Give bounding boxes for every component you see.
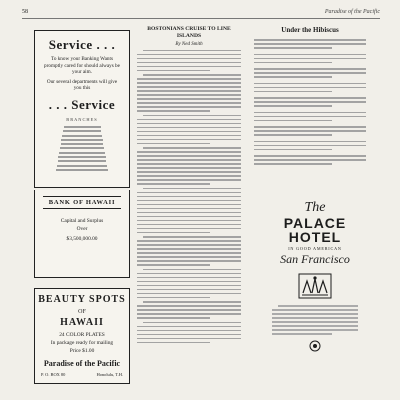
text-line (137, 106, 241, 108)
text-line (137, 82, 241, 84)
beauty-price: Price $1.00 (69, 348, 95, 354)
text-line (137, 131, 241, 133)
hotel-seal-icon (309, 340, 321, 352)
text-line (137, 338, 241, 340)
branch-line (61, 139, 102, 141)
text-line (137, 305, 241, 307)
text-line (254, 130, 366, 132)
branch-line (63, 130, 101, 132)
text-line (137, 155, 241, 157)
text-line (137, 256, 241, 258)
beauty-of: OF (78, 309, 86, 315)
text-line (254, 120, 332, 122)
hotel-copy (272, 305, 358, 335)
text-line (137, 232, 210, 234)
text-line (254, 39, 366, 41)
branch-line (64, 126, 101, 128)
service-heading-2: . . . Service (48, 96, 116, 112)
running-head: Paradise of the Pacific (324, 9, 380, 15)
hotel-tagline: IN GOOD AMERICAN (288, 246, 342, 251)
hibiscus-note (254, 155, 366, 165)
text-line (137, 175, 241, 177)
text-line (254, 83, 366, 85)
text-line (137, 297, 210, 299)
text-line (254, 105, 332, 107)
article-body (137, 50, 241, 344)
text-line (254, 58, 366, 60)
text-line (137, 204, 241, 206)
text-line (137, 330, 241, 332)
capital-over: Over (76, 226, 88, 232)
branch-line (58, 160, 107, 162)
branches-label: BRANCHES (66, 116, 98, 122)
text-line (137, 163, 241, 165)
text-line (137, 119, 241, 121)
bank-capital-ad (34, 190, 130, 278)
text-line (278, 305, 358, 307)
text-line (143, 236, 241, 238)
text-line (254, 97, 366, 99)
article-column (137, 26, 241, 343)
text-line (254, 159, 366, 161)
text-line (143, 301, 241, 303)
hotel-name-1: PALACE (283, 215, 347, 231)
text-line (137, 200, 241, 202)
text-line (137, 66, 241, 68)
text-line (137, 110, 210, 112)
beauty-plates: 24 COLOR PLATES (59, 332, 105, 338)
hibiscus-notes (254, 39, 366, 165)
text-line (254, 155, 366, 157)
beauty-hawaii: HAWAII (60, 317, 104, 328)
branch-line (56, 169, 108, 171)
text-line (137, 159, 241, 161)
beauty-spots-ad (34, 288, 130, 384)
hibiscus-note (254, 83, 366, 93)
bank-service-ad (34, 30, 130, 188)
text-line (254, 149, 332, 151)
text-line (254, 145, 366, 147)
text-line (137, 135, 241, 137)
hibiscus-column (254, 26, 366, 165)
text-line (137, 102, 241, 104)
text-line (254, 68, 366, 70)
service-body: To know your Banking Wants promptly cared for should always be your aim. (44, 56, 120, 76)
text-line (137, 260, 241, 262)
text-line (137, 123, 241, 125)
text-line (137, 252, 241, 254)
text-line (137, 94, 241, 96)
palace-hotel-ad (272, 200, 358, 382)
hibiscus-title: Under the Hibiscus (281, 26, 339, 34)
page-number: 58 (22, 9, 28, 15)
hibiscus-note (254, 97, 366, 107)
text-line (137, 62, 241, 64)
text-line (137, 151, 241, 153)
branches-list (45, 126, 119, 171)
hibiscus-note (254, 68, 366, 78)
text-line (137, 342, 210, 344)
text-line (137, 264, 210, 266)
text-line (254, 43, 366, 45)
text-line (254, 163, 332, 165)
hotel-city: San Francisco (280, 252, 350, 266)
branch-line (57, 165, 107, 167)
text-line (254, 87, 366, 89)
text-line (137, 289, 241, 291)
text-line (254, 62, 332, 64)
text-line (137, 78, 241, 80)
hibiscus-note (254, 39, 366, 49)
text-line (272, 317, 358, 319)
article-paragraph (137, 147, 241, 185)
text-line (137, 317, 210, 319)
text-line (137, 277, 241, 279)
beauty-footer (41, 372, 123, 377)
text-line (137, 196, 241, 198)
branch-line (60, 147, 104, 149)
hibiscus-note (254, 126, 366, 136)
text-line (137, 143, 210, 145)
article-title: BOSTONIANS CRUISE TO LINE ISLANDS (147, 26, 231, 39)
branch-line (59, 152, 105, 154)
text-line (137, 212, 241, 214)
text-line (137, 313, 241, 315)
text-line (254, 76, 332, 78)
text-line (254, 91, 332, 93)
text-line (272, 321, 358, 323)
text-line (254, 47, 332, 49)
text-line (272, 313, 358, 315)
text-line (143, 269, 241, 271)
text-line (137, 171, 241, 173)
beauty-city: Honolulu, T.H. (96, 372, 123, 377)
text-line (272, 325, 358, 327)
service-heading: Service . . . (48, 37, 116, 52)
beauty-publisher: Paradise of the Pacific (43, 359, 121, 368)
branch-line (58, 156, 105, 158)
text-line (137, 244, 241, 246)
text-line (137, 224, 241, 226)
text-line (137, 90, 241, 92)
text-line (137, 309, 241, 311)
text-line (137, 70, 210, 72)
text-line (143, 74, 241, 76)
capital-label: Capital and Surplus (60, 218, 104, 224)
text-line (272, 333, 332, 335)
text-line (137, 139, 241, 141)
text-line (137, 192, 241, 194)
article-paragraph (137, 74, 241, 112)
text-line (137, 208, 241, 210)
text-line (137, 334, 241, 336)
article-paragraph (137, 188, 241, 234)
beauty-title: BEAUTY SPOTS (38, 294, 126, 305)
text-line (137, 281, 241, 283)
text-line (254, 134, 332, 136)
text-line (254, 116, 366, 118)
hotel-name-2: HOTEL (288, 229, 342, 245)
text-line (143, 50, 241, 52)
article-paragraph (137, 322, 241, 344)
hibiscus-note (254, 141, 366, 151)
text-line (143, 115, 241, 117)
text-line (137, 273, 241, 275)
article-byline: By Ned Smith (175, 41, 203, 47)
text-line (272, 309, 358, 311)
text-line (254, 112, 366, 114)
article-paragraph (137, 236, 241, 266)
text-line (137, 167, 241, 169)
text-line (137, 98, 241, 100)
text-line (137, 240, 241, 242)
text-line (137, 127, 241, 129)
hotel-emblem-icon (298, 273, 332, 299)
hibiscus-note (254, 112, 366, 122)
text-line (137, 216, 241, 218)
text-line (137, 326, 241, 328)
bank-name-banner: BANK OF HAWAII (43, 196, 121, 209)
header-rule (22, 18, 380, 19)
text-line (143, 147, 241, 149)
hibiscus-note (254, 54, 366, 64)
text-line (143, 188, 241, 190)
article-paragraph (137, 50, 241, 72)
text-line (137, 58, 241, 60)
text-line (254, 54, 366, 56)
text-line (254, 126, 366, 128)
text-line (137, 183, 210, 185)
beauty-box: P. O. BOX 80 (41, 372, 66, 377)
text-line (137, 248, 241, 250)
text-line (137, 86, 241, 88)
article-paragraph (137, 269, 241, 299)
text-line (137, 179, 241, 181)
capital-amount: $3,500,000.00 (66, 236, 98, 242)
text-line (254, 141, 366, 143)
service-body-2: Our several departments will give you this (46, 78, 118, 92)
hotel-script: The (304, 200, 326, 215)
beauty-package: In package ready for mailing (50, 340, 114, 346)
text-line (272, 329, 358, 331)
text-line (137, 228, 241, 230)
branch-line (61, 143, 104, 145)
text-line (254, 72, 366, 74)
branch-line (62, 135, 102, 137)
article-paragraph (137, 115, 241, 145)
text-line (143, 322, 241, 324)
text-line (137, 54, 241, 56)
text-line (254, 101, 366, 103)
text-line (137, 220, 241, 222)
text-line (137, 293, 241, 295)
text-line (137, 285, 241, 287)
article-paragraph (137, 301, 241, 319)
